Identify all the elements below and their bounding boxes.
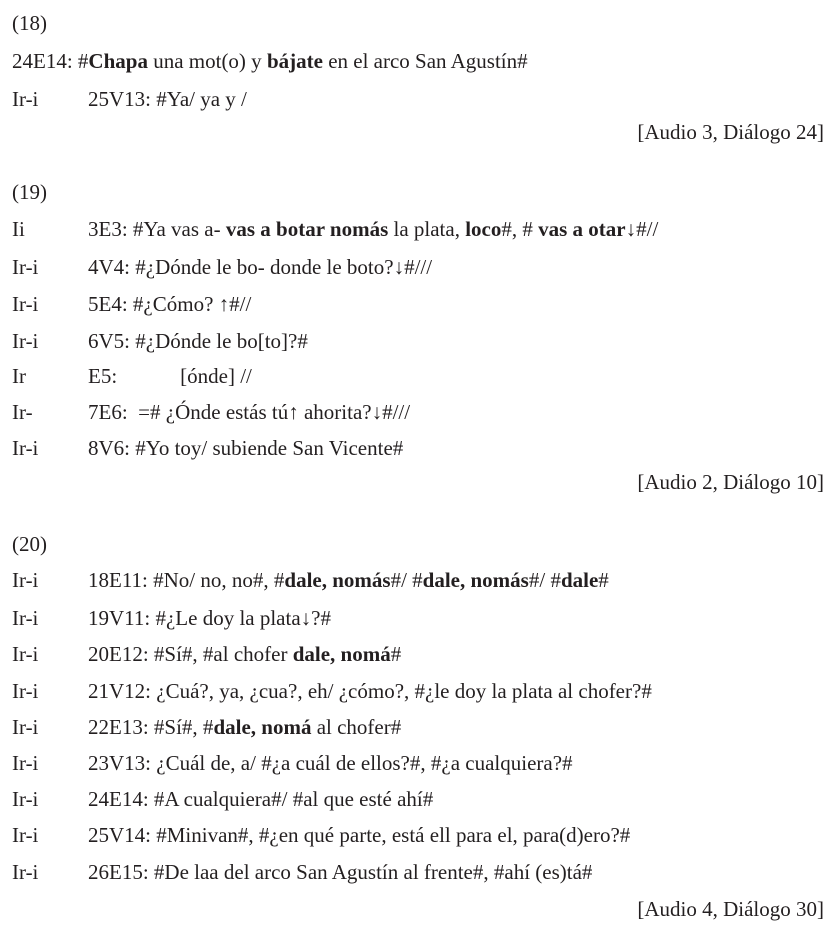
text-segment: 20E12: #Sí#, #al chofer [88,642,293,666]
speech-act-code: Ir-i [12,255,39,279]
text-segment: 21V12: ¿Cuá?, ya, ¿cua?, eh/ ¿cómo?, #¿le doy la plata al chofer?# [88,679,652,703]
transcript-line [12,859,592,885]
example-number: (20) [12,532,47,556]
speech-act-code: Ir-i [12,787,39,811]
speech-act-code: Ii [12,217,25,241]
text-segment: al chofer# [311,715,402,739]
bold-segment: vas a botar nomás [225,217,389,241]
text-segment: en el arco San Agustín# [322,49,528,73]
text-segment: #/ # [528,568,561,592]
text-segment: 19V11: #¿Le doy la plata↓?# [88,606,331,630]
bold-segment: bájate [266,49,323,73]
text-segment: #, # [501,217,539,241]
text-segment: 7E6: =# ¿Ónde estás tú↑ ahorita?↓#/// [88,400,411,424]
speech-act-code: Ir-i [12,329,39,353]
text-segment: # [390,642,402,666]
example-number: (19) [12,180,47,204]
transcript-line [12,216,658,242]
text-segment: # [598,568,609,592]
text-segment: 24E14: # [12,49,89,73]
transcript-line [12,254,432,280]
text-segment: una mot(o) y [147,49,267,73]
speech-act-code: Ir-i [12,860,39,884]
speech-act-code: Ir-i [12,642,39,666]
text-segment: 24E14: #A cualquiera#/ #al que esté ahí# [88,787,434,811]
speech-act-code: Ir-i [12,292,39,316]
bold-segment: dale, nomá [213,715,312,739]
text-segment: ↓#// [625,217,659,241]
transcript-line [12,750,573,776]
transcript-line [12,714,401,740]
speech-act-code: Ir [12,364,26,388]
source-citation: [Audio 2, Diálogo 10] [637,470,824,494]
text-segment: 5E4: #¿Cómo? ↑#// [88,292,252,316]
text-segment: E5: [ónde] // [88,364,252,388]
bold-segment: dale, nomá [292,642,391,666]
bold-segment: dale, nomás [422,568,529,592]
transcript-line [12,435,403,461]
source-citation: [Audio 3, Diálogo 24] [637,120,824,144]
bold-segment: vas a otar [538,217,626,241]
text-segment: 22E13: #Sí#, # [88,715,214,739]
transcript-line [12,641,401,667]
text-segment: 4V4: #¿Dónde le bo- donde le boto?↓#/// [88,255,433,279]
transcript-line [12,291,251,317]
speech-act-code: Ir-i [12,606,39,630]
text-segment: 25V13: #Ya/ ya y / [88,87,247,111]
text-segment: 23V13: ¿Cuál de, a/ #¿a cuál de ellos?#, #¿a cualquiera?# [88,751,573,775]
transcript-line [12,786,433,812]
transcript-line [12,399,410,425]
speech-act-code: Ir-i [12,568,39,592]
text-segment: #/ # [390,568,423,592]
text-segment: 3E3: #Ya vas a- [88,217,226,241]
text-segment: 8V6: #Yo toy/ subiende San Vicente# [88,436,404,460]
example-number: (18) [12,11,47,35]
transcript-line [12,328,308,354]
transcript-line [12,48,528,74]
transcript-line [12,363,252,389]
text-segment: 6V5: #¿Dónde le bo[to]?# [88,329,308,353]
speech-act-code: Ir-i [12,715,39,739]
source-citation: [Audio 4, Diálogo 30] [637,897,824,921]
text-segment: la plata, [388,217,466,241]
speech-act-code: Ir-i [12,751,39,775]
text-segment: 25V14: #Minivan#, #¿en qué parte, está ell para el, para(d)ero?# [88,823,631,847]
speech-act-code: Ir-i [12,679,39,703]
bold-segment: dale [560,568,599,592]
transcript-line [12,822,630,848]
speech-act-code: Ir- [12,400,33,424]
bold-segment: dale, nomás [284,568,391,592]
transcript-line [12,86,247,112]
speech-act-code: Ir-i [12,436,39,460]
transcript-line [12,605,331,631]
text-segment: 26E15: #De laa del arco San Agustín al frente#, #ahí (es)tá# [88,860,593,884]
speech-act-code: Ir-i [12,823,39,847]
transcript-line [12,678,652,704]
bold-segment: Chapa [88,49,148,73]
speech-act-code: Ir-i [12,87,39,111]
bold-segment: loco [465,217,502,241]
text-segment: 18E11: #No/ no, no#, # [88,568,285,592]
transcript-line [12,567,609,593]
